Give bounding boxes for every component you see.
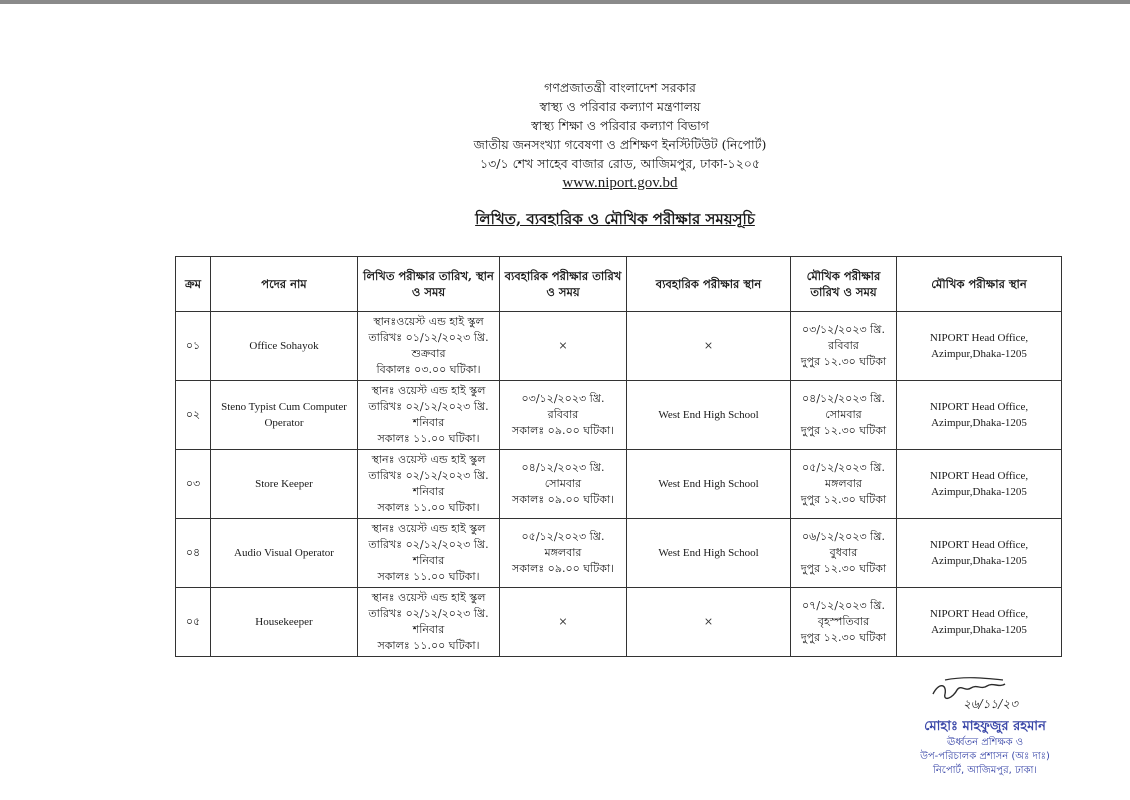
viva-exam-cell-line: ০৪/১২/২০২৩ খ্রি. bbox=[802, 392, 885, 405]
post-name-cell: Store Keeper bbox=[211, 450, 358, 519]
viva-exam-cell-line: দুপুর ১২.৩০ ঘটিকা bbox=[800, 493, 887, 506]
serial-cell: ০২ bbox=[176, 381, 211, 450]
written-exam-cell-line: তারিখঃ ০১/১২/২০২৩ খ্রি. bbox=[368, 331, 489, 344]
practical-exam-cell bbox=[500, 519, 627, 588]
practical-exam-cell-line: সকালঃ ০৯.০০ ঘটিকা। bbox=[511, 424, 615, 437]
post-name-cell: Office Sohayok bbox=[211, 312, 358, 381]
serial-cell: ০৫ bbox=[176, 588, 211, 657]
viva-exam-cell-line: ০৫/১২/২০২৩ খ্রি. bbox=[802, 461, 885, 474]
practical-exam-cell-line: ০৪/১২/২০২৩ খ্রি. bbox=[521, 461, 605, 474]
viva-venue-cell-line: Azimpur,Dhaka-1205 bbox=[931, 624, 1027, 636]
serial-cell: ০৩ bbox=[176, 450, 211, 519]
written-exam-cell-line: স্থানঃ ওয়েস্ট এন্ড হাই স্কুল bbox=[371, 522, 486, 535]
practical-exam-cell-line: রবিবার bbox=[547, 408, 579, 421]
viva-exam-cell-line: দুপুর ১২.৩০ ঘটিকা bbox=[800, 355, 887, 368]
letterhead bbox=[420, 78, 820, 193]
column-header: মৌখিক পরীক্ষার তারিখ ও সময় bbox=[791, 257, 897, 312]
written-exam-cell-line: বিকালঃ ০৩.০০ ঘটিকা। bbox=[376, 363, 481, 376]
practical-venue-cell: West End High School bbox=[627, 381, 791, 450]
viva-venue-cell bbox=[897, 588, 1062, 657]
viva-exam-cell-line: ০৩/১২/২০২৩ খ্রি. bbox=[802, 323, 885, 336]
viva-exam-cell-line: ০৭/১২/২০২৩ খ্রি. bbox=[802, 599, 885, 612]
viva-exam-cell-line: বৃহস্পতিবার bbox=[817, 615, 870, 628]
stamp-name: মোহাঃ মাহফুজুর রহমান bbox=[924, 719, 1046, 734]
scan-edge bbox=[0, 0, 1130, 4]
viva-exam-cell-line: দুপুর ১২.৩০ ঘটিকা bbox=[800, 424, 887, 437]
practical-exam-cell-line: ০৩/১২/২০২৩ খ্রি. bbox=[521, 392, 605, 405]
written-exam-cell-line: সকালঃ ১১.০০ ঘটিকা। bbox=[377, 570, 480, 583]
written-exam-cell bbox=[358, 588, 500, 657]
written-exam-cell bbox=[358, 312, 500, 381]
written-exam-cell-line: স্থানঃ ওয়েস্ট এন্ড হাই স্কুল bbox=[371, 453, 486, 466]
table-header-row bbox=[176, 257, 1062, 312]
viva-exam-cell-line: দুপুর ১২.৩০ ঘটিকা bbox=[800, 631, 887, 644]
serial-cell: ০১ bbox=[176, 312, 211, 381]
official-stamp bbox=[880, 718, 1090, 778]
document-title: লিখিত, ব্যবহারিক ও মৌখিক পরীক্ষার সময়সূচি bbox=[475, 210, 755, 228]
viva-exam-cell bbox=[791, 519, 897, 588]
written-exam-cell-line: স্থানঃ ওয়েস্ট এন্ড হাই স্কুল bbox=[371, 591, 486, 604]
practical-venue-cell: West End High School bbox=[627, 519, 791, 588]
written-exam-cell-line: শনিবার bbox=[412, 485, 445, 498]
practical-venue-cell: West End High School bbox=[627, 450, 791, 519]
written-exam-cell-line: তারিখঃ ০২/১২/২০২৩ খ্রি. bbox=[368, 607, 489, 620]
header-line: স্বাস্থ্য ও পরিবার কল্যাণ মন্ত্রণালয় bbox=[539, 99, 701, 114]
written-exam-cell-line: তারিখঃ ০২/১২/২০২৩ খ্রি. bbox=[368, 538, 489, 551]
viva-exam-cell bbox=[791, 450, 897, 519]
written-exam-cell bbox=[358, 381, 500, 450]
written-exam-cell-line: সকালঃ ১১.০০ ঘটিকা। bbox=[377, 501, 480, 514]
practical-exam-cell bbox=[500, 381, 627, 450]
practical-exam-cell-line: সোমবার bbox=[544, 477, 582, 490]
written-exam-cell-line: শুক্রবার bbox=[411, 347, 446, 360]
viva-exam-cell-line: রবিবার bbox=[828, 339, 859, 352]
stamp-line: উপ-পরিচালক প্রশাসন (অঃ দাঃ) bbox=[920, 751, 1050, 762]
written-exam-cell bbox=[358, 519, 500, 588]
practical-exam-cell bbox=[500, 588, 627, 657]
column-header: পদের নাম bbox=[211, 257, 358, 312]
viva-venue-cell-line: Azimpur,Dhaka-1205 bbox=[931, 348, 1027, 360]
viva-venue-cell-line: Azimpur,Dhaka-1205 bbox=[931, 486, 1027, 498]
written-exam-cell-line: তারিখঃ ০২/১২/২০২৩ খ্রি. bbox=[368, 469, 489, 482]
table-row bbox=[176, 519, 1062, 588]
viva-exam-cell bbox=[791, 312, 897, 381]
practical-exam-cell-line: × bbox=[558, 615, 568, 628]
viva-exam-cell-line: বুধবার bbox=[829, 546, 858, 559]
column-header: ব্যবহারিক পরীক্ষার তারিখ ও সময় bbox=[500, 257, 627, 312]
post-name-cell: Steno Typist Cum Computer Operator bbox=[211, 381, 358, 450]
written-exam-cell-line: স্থানঃ ওয়েস্ট এন্ড হাই স্কুল bbox=[371, 384, 486, 397]
website-url: www.niport.gov.bd bbox=[562, 175, 678, 191]
practical-exam-cell-line: সকালঃ ০৯.০০ ঘটিকা। bbox=[511, 493, 615, 506]
signature-date: ২৬/১১/২৩ bbox=[963, 697, 1018, 711]
viva-venue-cell-line: NIPORT Head Office, bbox=[929, 332, 1029, 344]
viva-exam-cell-line: সোমবার bbox=[825, 408, 862, 421]
exam-schedule-table bbox=[175, 256, 1062, 657]
viva-venue-cell bbox=[897, 381, 1062, 450]
practical-exam-cell-line: সকালঃ ০৯.০০ ঘটিকা। bbox=[511, 562, 615, 575]
written-exam-cell-line: তারিখঃ ০২/১২/২০২৩ খ্রি. bbox=[368, 400, 489, 413]
column-header: ক্রম bbox=[176, 257, 211, 312]
viva-venue-cell-line: NIPORT Head Office, bbox=[929, 608, 1029, 620]
serial-cell: ০৪ bbox=[176, 519, 211, 588]
stamp-line: নিপোর্ট, আজিমপুর, ঢাকা। bbox=[932, 765, 1038, 776]
written-exam-cell bbox=[358, 450, 500, 519]
header-line: গণপ্রজাতন্ত্রী বাংলাদেশ সরকার bbox=[544, 80, 696, 95]
viva-exam-cell bbox=[791, 588, 897, 657]
written-exam-cell-line: শনিবার bbox=[412, 623, 445, 636]
practical-exam-cell bbox=[500, 450, 627, 519]
viva-venue-cell bbox=[897, 450, 1062, 519]
viva-venue-cell bbox=[897, 312, 1062, 381]
post-name-cell: Audio Visual Operator bbox=[211, 519, 358, 588]
column-header: লিখিত পরীক্ষার তারিখ, স্থান ও সময় bbox=[358, 257, 500, 312]
table-row bbox=[176, 312, 1062, 381]
viva-exam-cell bbox=[791, 381, 897, 450]
written-exam-cell-line: স্থানঃওয়েস্ট এন্ড হাই স্কুল bbox=[373, 315, 484, 328]
signature bbox=[925, 672, 1045, 712]
column-header: মৌখিক পরীক্ষার স্থান bbox=[897, 257, 1062, 312]
practical-exam-cell-line: ০৫/১২/২০২৩ খ্রি. bbox=[521, 530, 605, 543]
practical-venue-cell: × bbox=[627, 588, 791, 657]
viva-exam-cell-line: দুপুর ১২.৩০ ঘটিকা bbox=[800, 562, 887, 575]
written-exam-cell-line: সকালঃ ১১.০০ ঘটিকা। bbox=[377, 639, 480, 652]
written-exam-cell-line: সকালঃ ১১.০০ ঘটিকা। bbox=[377, 432, 480, 445]
header-line: ১৩/১ শেখ সাহেব বাজার রোড, আজিমপুর, ঢাকা-১২০৫ bbox=[480, 156, 760, 171]
column-header: ব্যবহারিক পরীক্ষার স্থান bbox=[627, 257, 791, 312]
practical-exam-cell-line: × bbox=[558, 339, 568, 352]
viva-venue-cell-line: NIPORT Head Office, bbox=[929, 539, 1029, 551]
practical-exam-cell bbox=[500, 312, 627, 381]
post-name-cell: Housekeeper bbox=[211, 588, 358, 657]
viva-venue-cell-line: NIPORT Head Office, bbox=[929, 470, 1029, 482]
header-line: জাতীয় জনসংখ্যা গবেষণা ও প্রশিক্ষণ ইনস্টিটিউট (নিপোর্ট) bbox=[473, 137, 767, 152]
table-row bbox=[176, 450, 1062, 519]
written-exam-cell-line: শনিবার bbox=[412, 416, 445, 429]
practical-venue-cell: × bbox=[627, 312, 791, 381]
written-exam-cell-line: শনিবার bbox=[412, 554, 445, 567]
viva-venue-cell bbox=[897, 519, 1062, 588]
table-row bbox=[176, 381, 1062, 450]
viva-venue-cell-line: Azimpur,Dhaka-1205 bbox=[931, 555, 1027, 567]
stamp-line: ঊর্ধ্বতন প্রশিক্ষক ও bbox=[946, 737, 1024, 748]
header-line: স্বাস্থ্য শিক্ষা ও পরিবার কল্যাণ বিভাগ bbox=[531, 118, 709, 133]
viva-exam-cell-line: মঙ্গলবার bbox=[825, 477, 862, 490]
viva-exam-cell-line: ০৬/১২/২০২৩ খ্রি. bbox=[802, 530, 885, 543]
practical-exam-cell-line: মঙ্গলবার bbox=[544, 546, 582, 559]
viva-venue-cell-line: Azimpur,Dhaka-1205 bbox=[931, 417, 1027, 429]
table-row bbox=[176, 588, 1062, 657]
viva-venue-cell-line: NIPORT Head Office, bbox=[929, 401, 1029, 413]
